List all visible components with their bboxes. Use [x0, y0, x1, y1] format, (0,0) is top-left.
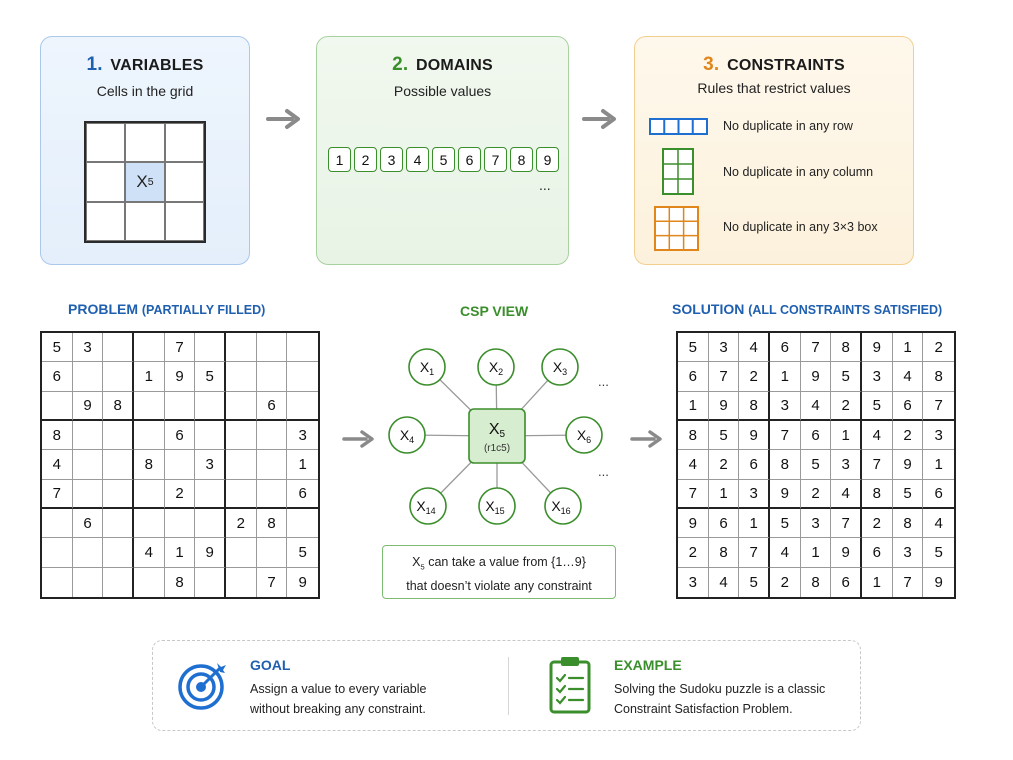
svg-text:X15: $X_{15}$	[485, 498, 505, 516]
solution-cell: 9	[739, 421, 770, 450]
solution-cell: 4	[678, 450, 709, 479]
solution-cell: 2	[739, 362, 770, 391]
checklist-icon	[548, 655, 592, 715]
problem-cell: 4	[42, 450, 73, 479]
solution-cell: 4	[831, 480, 862, 509]
solution-cell: 8	[709, 538, 740, 567]
problem-cell	[287, 333, 318, 362]
problem-cell: 1	[165, 538, 196, 567]
right-arrow-icon	[582, 108, 618, 130]
solution-cell: 4	[801, 392, 832, 421]
domain-value-chip: 4	[406, 147, 429, 172]
solution-cell: 6	[770, 333, 801, 362]
problem-cell	[226, 362, 257, 391]
solution-cell: 3	[770, 392, 801, 421]
csp-note-line2: that doesn’t violate any constraint	[406, 578, 592, 593]
solution-cell: 5	[678, 333, 709, 362]
problem-cell	[226, 480, 257, 509]
solution-cell: 1	[678, 392, 709, 421]
problem-cell: 6	[42, 362, 73, 391]
graph-ellipsis: ...	[598, 374, 609, 389]
solution-cell: 8	[678, 421, 709, 450]
variables-card	[40, 36, 250, 265]
row-icon	[649, 118, 709, 136]
solution-cell: 7	[739, 538, 770, 567]
solution-cell: 2	[678, 538, 709, 567]
note-variable: X	[412, 555, 421, 569]
problem-cell: 3	[73, 333, 104, 362]
right-arrow-icon	[630, 429, 664, 449]
problem-cell: 6	[257, 392, 288, 421]
csp-note-line1	[383, 553, 615, 577]
solution-cell: 7	[801, 333, 832, 362]
solution-cell: 2	[923, 333, 954, 362]
domain-value-chip: 8	[510, 147, 533, 172]
problem-cell	[257, 333, 288, 362]
problem-cell	[226, 450, 257, 479]
domain-value-chip: 9	[536, 147, 559, 172]
solution-cell: 8	[770, 450, 801, 479]
solution-cell: 2	[709, 450, 740, 479]
solution-cell: 5	[801, 450, 832, 479]
solution-cell: 1	[923, 450, 954, 479]
problem-title-main: PROBLEM	[68, 301, 138, 317]
problem-cell	[257, 450, 288, 479]
domain-value-chip: 2	[354, 147, 377, 172]
problem-sudoku-grid	[40, 331, 320, 599]
note-variable-index: 5	[420, 562, 425, 572]
domains-title-text: DOMAINS	[415, 57, 493, 74]
problem-cell: 2	[226, 509, 257, 538]
svg-text:X2: $X_2$	[488, 359, 504, 377]
example-text	[614, 679, 825, 719]
neighbor-node	[542, 349, 578, 385]
neighbor-node	[389, 417, 425, 453]
variable-grid	[84, 121, 206, 243]
problem-cell: 8	[165, 568, 196, 597]
solution-cell: 9	[801, 362, 832, 391]
csp-note	[382, 545, 616, 599]
goal-title: GOAL	[250, 657, 291, 673]
solution-cell: 6	[923, 480, 954, 509]
solution-cell: 5	[893, 480, 924, 509]
grid-cell	[86, 162, 125, 201]
example-line2: Constraint Satisfaction Problem.	[614, 702, 793, 716]
variable-letter: X	[136, 171, 148, 191]
problem-cell	[257, 362, 288, 391]
problem-cell: 4	[134, 538, 165, 567]
graph-ellipsis: ...	[598, 464, 609, 479]
variables-title	[41, 54, 249, 76]
problem-cell	[226, 538, 257, 567]
solution-cell: 3	[801, 509, 832, 538]
solution-cell: 2	[770, 568, 801, 597]
problem-cell	[42, 392, 73, 421]
solution-cell: 1	[770, 362, 801, 391]
neighbor-node	[566, 417, 602, 453]
solution-cell: 1	[801, 538, 832, 567]
solution-cell: 3	[739, 480, 770, 509]
problem-cell	[195, 421, 226, 450]
problem-cell	[134, 392, 165, 421]
problem-cell	[42, 538, 73, 567]
solution-cell: 5	[709, 421, 740, 450]
constraints-number: 3.	[703, 54, 720, 75]
problem-cell: 8	[257, 509, 288, 538]
solution-cell: 6	[862, 538, 893, 567]
solution-cell: 6	[709, 509, 740, 538]
problem-cell	[73, 450, 104, 479]
solution-cell: 5	[770, 509, 801, 538]
problem-cell	[73, 362, 104, 391]
problem-cell	[257, 538, 288, 567]
problem-cell	[42, 568, 73, 597]
solution-title	[672, 301, 942, 317]
solution-cell: 3	[893, 538, 924, 567]
problem-cell	[195, 568, 226, 597]
solution-cell: 7	[709, 362, 740, 391]
problem-cell	[134, 568, 165, 597]
domains-card	[316, 36, 569, 265]
csp-constraint-graph	[380, 340, 620, 536]
problem-cell: 9	[195, 538, 226, 567]
problem-cell: 2	[165, 480, 196, 509]
domains-number: 2.	[392, 54, 409, 75]
svg-text:X16: $X_{16}$	[551, 498, 571, 516]
problem-cell	[134, 421, 165, 450]
problem-cell	[103, 450, 134, 479]
solution-cell: 8	[923, 362, 954, 391]
problem-cell	[134, 480, 165, 509]
goal-text	[250, 679, 426, 719]
solution-cell: 5	[862, 392, 893, 421]
solution-cell: 4	[862, 421, 893, 450]
solution-cell: 9	[770, 480, 801, 509]
neighbor-node	[409, 349, 445, 385]
problem-cell	[103, 333, 134, 362]
domains-subtitle: Possible values	[393, 83, 492, 99]
solution-cell: 9	[709, 392, 740, 421]
problem-cell	[226, 392, 257, 421]
problem-cell: 8	[42, 421, 73, 450]
solution-cell: 8	[862, 480, 893, 509]
right-arrow-icon	[266, 108, 302, 130]
solution-sudoku-grid	[676, 331, 956, 599]
problem-cell	[103, 568, 134, 597]
solution-cell: 3	[862, 362, 893, 391]
solution-cell: 4	[893, 362, 924, 391]
domains-title	[317, 54, 568, 76]
csp-view-title: CSP VIEW	[460, 303, 529, 319]
problem-cell: 1	[287, 450, 318, 479]
solution-cell: 7	[770, 421, 801, 450]
problem-cell	[103, 362, 134, 391]
solution-cell: 4	[709, 568, 740, 597]
problem-cell: 1	[134, 362, 165, 391]
solution-cell: 2	[893, 421, 924, 450]
solution-cell: 7	[678, 480, 709, 509]
problem-cell	[226, 333, 257, 362]
grid-cell	[86, 123, 125, 162]
neighbor-node	[478, 349, 514, 385]
solution-cell: 5	[739, 568, 770, 597]
right-arrow-icon	[342, 429, 376, 449]
problem-cell: 8	[103, 392, 134, 421]
solution-cell: 9	[831, 538, 862, 567]
solution-cell: 1	[862, 568, 893, 597]
solution-cell: 3	[709, 333, 740, 362]
solution-cell: 1	[709, 480, 740, 509]
problem-cell	[195, 509, 226, 538]
solution-cell: 5	[831, 362, 862, 391]
problem-cell	[134, 333, 165, 362]
neighbor-node	[545, 488, 581, 524]
problem-cell	[226, 568, 257, 597]
problem-title	[68, 301, 265, 317]
problem-cell	[103, 480, 134, 509]
example-line1: Solving the Sudoku puzzle is a classic	[614, 682, 826, 696]
solution-cell: 5	[923, 538, 954, 567]
grid-cell	[125, 202, 164, 241]
problem-cell	[287, 392, 318, 421]
grid-cell	[165, 162, 204, 201]
solution-cell: 6	[831, 568, 862, 597]
problem-cell	[73, 480, 104, 509]
constraint-label: No duplicate in any column	[723, 165, 874, 179]
svg-text:X4: $X_4$	[399, 427, 415, 445]
divider	[508, 657, 509, 715]
problem-cell: 5	[287, 538, 318, 567]
solution-cell: 7	[893, 568, 924, 597]
problem-cell	[195, 392, 226, 421]
variables-subtitle: Cells in the grid	[96, 83, 194, 99]
solution-cell: 7	[923, 392, 954, 421]
highlighted-variable-cell	[125, 162, 164, 201]
problem-cell	[226, 421, 257, 450]
svg-text:X1: $X_1$	[419, 359, 435, 377]
problem-cell	[73, 538, 104, 567]
problem-cell	[257, 480, 288, 509]
solution-cell: 8	[831, 333, 862, 362]
center-variable-node	[469, 409, 525, 463]
constraints-title-text: CONSTRAINTS	[727, 57, 845, 74]
constraints-subtitle: Rules that restrict values	[697, 80, 851, 96]
solution-cell: 2	[862, 509, 893, 538]
solution-cell: 7	[831, 509, 862, 538]
variables-title-text: VARIABLES	[110, 57, 204, 74]
problem-cell: 6	[287, 480, 318, 509]
note-line1-text: can take a value from {1…9}	[428, 555, 586, 569]
problem-cell: 9	[73, 392, 104, 421]
problem-cell: 9	[165, 362, 196, 391]
grid-cell	[86, 202, 125, 241]
problem-cell: 6	[165, 421, 196, 450]
goal-line1: Assign a value to every variable	[250, 682, 427, 696]
solution-title-main: SOLUTION	[672, 301, 745, 317]
domain-values	[328, 147, 559, 172]
problem-cell	[195, 480, 226, 509]
problem-cell: 9	[298, 573, 307, 591]
problem-title-qualifier: (PARTIALLY FILLED)	[141, 303, 266, 317]
target-icon	[177, 659, 229, 711]
problem-cell	[73, 568, 104, 597]
constraint-label: No duplicate in any row	[723, 119, 853, 133]
solution-cell: 1	[893, 333, 924, 362]
solution-cell: 4	[739, 333, 770, 362]
problem-cell	[195, 333, 226, 362]
solution-cell: 9	[893, 450, 924, 479]
problem-cell: 3	[195, 450, 226, 479]
svg-text:X5: X5	[488, 421, 506, 440]
solution-cell: 8	[893, 509, 924, 538]
problem-cell: 5	[195, 362, 226, 391]
goal-line2: without breaking any constraint.	[250, 702, 426, 716]
summary-box	[152, 640, 861, 731]
constraint-label: No duplicate in any 3×3 box	[723, 220, 878, 234]
neighbor-node	[410, 488, 446, 524]
solution-cell: 6	[893, 392, 924, 421]
domain-value-chip: 3	[380, 147, 403, 172]
solution-cell: 3	[923, 421, 954, 450]
problem-cell	[165, 509, 196, 538]
domain-ellipsis: ...	[539, 177, 551, 193]
variables-number: 1.	[86, 54, 103, 75]
problem-cell	[134, 509, 165, 538]
problem-cell: 7	[42, 480, 73, 509]
constraints-card	[634, 36, 914, 265]
svg-text:(r1c5): (r1c5)	[483, 443, 511, 454]
problem-cell	[103, 509, 134, 538]
grid-cell	[165, 123, 204, 162]
problem-cell	[103, 421, 134, 450]
solution-cell: 6	[801, 421, 832, 450]
problem-cell: 8	[134, 450, 165, 479]
solution-cell: 2	[801, 480, 832, 509]
solution-cell: 1	[831, 421, 862, 450]
grid-cell	[165, 202, 204, 241]
problem-cell	[103, 538, 134, 567]
problem-cell	[287, 362, 318, 391]
solution-cell: 2	[831, 392, 862, 421]
solution-cell: 8	[801, 568, 832, 597]
problem-cell	[73, 421, 104, 450]
grid-cell	[125, 123, 164, 162]
domain-value-chip: 7	[484, 147, 507, 172]
variable-index: 5	[147, 175, 154, 188]
solution-cell: 9	[678, 509, 709, 538]
solution-cell: 1	[739, 509, 770, 538]
problem-cell: 7	[165, 333, 196, 362]
problem-cell: 6	[73, 509, 104, 538]
neighbor-node	[479, 488, 515, 524]
domain-value-chip: 1	[328, 147, 351, 172]
box-icon	[654, 206, 700, 252]
problem-cell: 7	[257, 568, 288, 597]
domain-value-chip: 6	[458, 147, 481, 172]
solution-cell: 7	[862, 450, 893, 479]
solution-cell: 3	[678, 568, 709, 597]
svg-text:X3: $X_3$	[552, 359, 568, 377]
solution-cell: 6	[678, 362, 709, 391]
problem-cell	[165, 392, 196, 421]
solution-cell: 3	[831, 450, 862, 479]
solution-cell: 4	[923, 509, 954, 538]
problem-cell: 5	[42, 333, 73, 362]
constraints-title	[635, 54, 913, 76]
problem-cell	[42, 509, 73, 538]
svg-text:X6: $X_6$	[576, 427, 592, 445]
problem-cell	[165, 450, 196, 479]
problem-cell	[287, 509, 318, 538]
solution-cell: 9	[934, 573, 943, 591]
problem-cell: 3	[287, 421, 318, 450]
column-icon	[662, 148, 695, 196]
solution-cell: 4	[770, 538, 801, 567]
solution-cell: 6	[739, 450, 770, 479]
solution-cell: 8	[739, 392, 770, 421]
solution-cell: 9	[862, 333, 893, 362]
problem-cell	[257, 421, 288, 450]
solution-title-qualifier: (ALL CONSTRAINTS SATISFIED)	[748, 303, 943, 317]
svg-text:X14: $X_{14}$	[416, 498, 436, 516]
domain-value-chip: 5	[432, 147, 455, 172]
example-title: EXAMPLE	[614, 657, 682, 673]
